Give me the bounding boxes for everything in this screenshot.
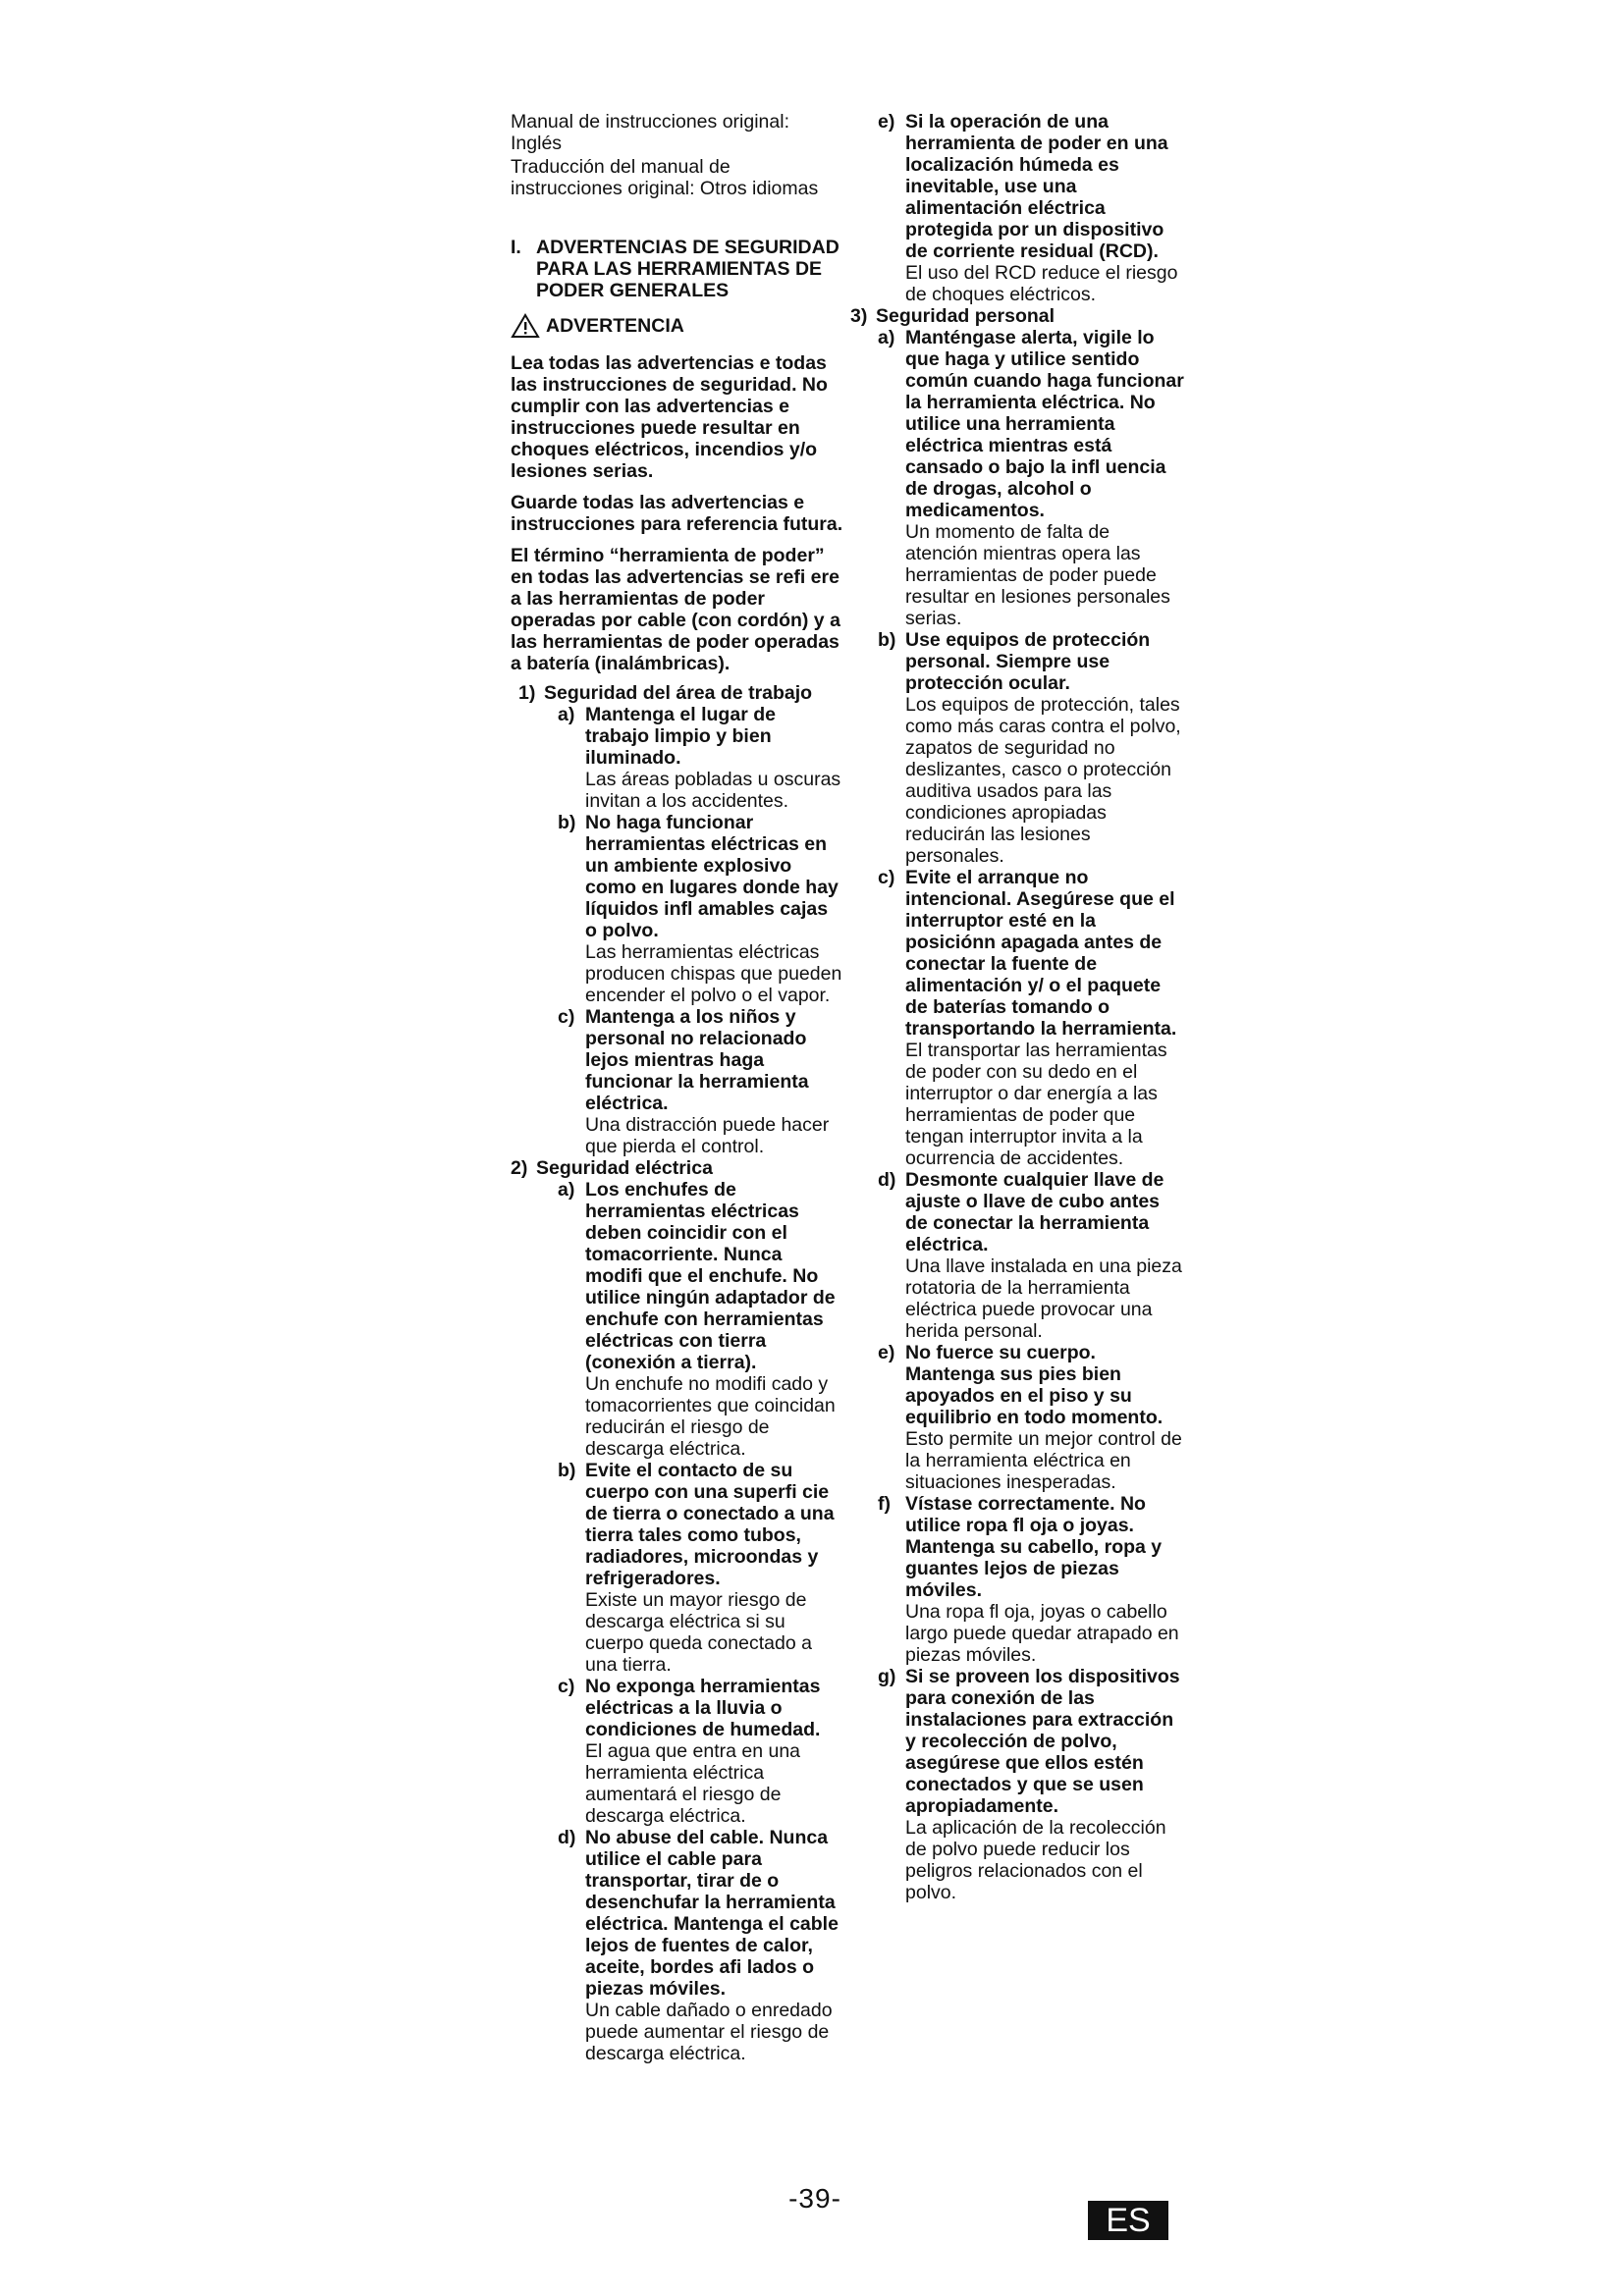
item-instruction: Si se proveen los dispositivos para conexión de las instalaciones para extracción y recolección de polvo, asegúrese que ellos estén conectados y que se usen apropiadamente. [905,1666,1180,1817]
item-instruction: Los enchufes de herramientas eléctricas deben coincidir con el tomacorriente. Nunca modifi que el enchufe. No utilice ningún adaptador de enchufe con herramientas eléctricas con tierra (conexión a tierra). [585,1179,836,1373]
item-instruction: Mantenga a los niños y personal no relacionado lejos mientras haga funcionar la herramienta eléctrica. [585,1006,809,1114]
item-explanation: Las herramientas eléctricas producen chispas que pueden encender el polvo o el vapor. [585,941,842,1006]
item-label: d) [878,1169,896,1191]
item-explanation: Los equipos de protección, tales como más caras contra el polvo, zapatos de seguridad no deslizantes, casco o protección auditiva usados para las condiciones apropiadas reducirán las lesiones personales. [905,694,1181,867]
item-instruction: Evite el contacto de su cuerpo con una superfi cie de tierra o conectado a una tierra tales como tubos, radiadores, microondas y refrigeradores. [585,1460,835,1589]
list-item [858,1342,1184,1493]
item-label: a) [558,1179,575,1201]
item-instruction: Evite el arranque no intencional. Asegúrese que el interruptor esté en la posiciónn apagada antes de conectar la fuente de alimentación y/ o el paquete de baterías tomando o transportando la herramienta. [905,867,1177,1040]
item-explanation: La aplicación de la recolección de polvo puede reducir los peligros relacionados con el polvo. [905,1817,1166,1903]
list-item [858,1666,1184,1903]
list-item [858,327,1184,629]
item-instruction: No exponga herramientas eléctricas a la lluvia o condiciones de humedad. [585,1676,821,1740]
list-item [538,1460,844,1676]
list-item [538,1179,844,1460]
item-explanation: Una distracción puede hacer que pierda el control. [585,1114,830,1157]
item-explanation: Las áreas pobladas u oscuras invitan a los accidentes. [585,769,841,812]
subsection-heading-personal [850,305,1184,327]
item-label: b) [878,629,896,651]
list-item [858,1169,1184,1342]
list-item [538,812,844,1006]
item-label: b) [558,1460,576,1481]
subsection-heading-work-area [518,682,844,704]
list-item [538,704,844,812]
item-label: c) [878,867,895,888]
item-instruction: Si la operación de una herramienta de poder en una localización húmeda es inevitable, use una alimentación eléctrica protegida por un dispositivo de corriente residual (RCD). [905,111,1168,262]
item-instruction: No fuerce su cuerpo. Mantenga sus pies bien apoyados en el piso y su equilibrio en todo momento. [905,1342,1164,1428]
item-label: c) [558,1676,575,1697]
list-item [858,629,1184,867]
item-instruction: Manténgase alerta, vigile lo que haga y utilice sentido común cuando haga funcionar la herramienta eléctrica. No utilice una herramienta eléctrica mientras está cansado o bajo la infl uencia de drogas, alcohol o medicamentos. [905,327,1184,521]
language-badge: ES [1088,2201,1168,2240]
subsection-number: 1) [518,682,536,704]
original-manual-note: Manual de instrucciones original: Inglés [511,111,789,154]
warning-triangle-icon [511,313,540,339]
subsection-heading-electrical [511,1157,844,1179]
page-number: -39- [788,2183,841,2214]
right-column [850,111,1184,1903]
item-explanation: El transportar las herramientas de poder con su dedo en el interruptor o dar energía a las herramientas de poder que tengan interruptor invita a la ocurrencia de accidentes. [905,1040,1167,1169]
translation-note: Traducción del manual de instrucciones original: Otros idiomas [511,156,819,199]
item-explanation: Un cable dañado o enredado puede aumentar el riesgo de descarga eléctrica. [585,2000,833,2064]
left-column [511,111,844,2064]
item-explanation: Un momento de falta de atención mientras opera las herramientas de poder puede resultar en lesiones personales serias. [905,521,1170,629]
item-label: f) [878,1493,891,1515]
section-title-text: ADVERTENCIAS DE SEGURIDAD PARA LAS HERRAMIENTAS DE PODER GENERALES [536,237,839,301]
item-instruction: Mantenga el lugar de trabajo limpio y bien iluminado. [585,704,776,769]
item-label: d) [558,1827,576,1848]
item-instruction: No haga funcionar herramientas eléctricas en un ambiente explosivo como en lugares donde hay líquidos infl amables cajas o polvo. [585,812,839,941]
item-explanation: Esto permite un mejor control de la herramienta eléctrica en situaciones inesperadas. [905,1428,1182,1493]
list-item [538,1827,844,2064]
item-label: a) [558,704,575,725]
intro-paragraph-1: Lea todas las advertencias e todas las instrucciones de seguridad. No cumplir con las advertencias e instrucciones puede resultar en choques eléctricos, incendios y/o lesiones serias. [511,352,828,482]
section-number: I. [511,237,521,258]
subsection-number: 3) [850,305,868,327]
item-explanation: Existe un mayor riesgo de descarga eléctrica si su cuerpo queda conectado a una tierra. [585,1589,812,1676]
list-item [538,1006,844,1157]
item-instruction: No abuse del cable. Nunca utilice el cable para transportar, tirar de o desenchufar la herramienta eléctrica. Mantenga el cable lejos de fuentes de calor, aceite, bordes afi lados o piezas móviles. [585,1827,839,2000]
subsection-title: Seguridad personal [876,305,1056,327]
item-explanation: Una llave instalada en una pieza rotatoria de la herramienta eléctrica puede provocar una herida personal. [905,1255,1182,1342]
item-explanation: El uso del RCD reduce el riesgo de choques eléctricos. [905,262,1178,305]
item-explanation: Una ropa fl oja, joyas o cabello largo puede quedar atrapado en piezas móviles. [905,1601,1179,1666]
item-instruction: Desmonte cualquier llave de ajuste o llave de cubo antes de conectar la herramienta eléctrica. [905,1169,1164,1255]
list-item [538,1676,844,1827]
item-explanation: Un enchufe no modifi cado y tomacorrientes que coincidan reducirán el riesgo de descarga eléctrica. [585,1373,836,1460]
item-instruction: Use equipos de protección personal. Siempre use protección ocular. [905,629,1151,694]
intro-paragraph-2: Guarde todas las advertencias e instrucciones para referencia futura. [511,492,843,535]
subsection-number: 2) [511,1157,528,1179]
subsection-title: Seguridad eléctrica [536,1157,713,1179]
item-label: g) [878,1666,896,1687]
item-label: e) [878,111,895,133]
section-title [511,237,844,301]
subsection-title: Seguridad del área de trabajo [544,682,813,704]
list-item [858,1493,1184,1666]
warning-label: ADVERTENCIA [546,315,684,337]
item-instruction: Vístase correctamente. No utilice ropa fl oja o joyas. Mantenga su cabello, ropa y guantes lejos de piezas móviles. [905,1493,1163,1601]
item-label: e) [878,1342,895,1363]
item-label: a) [878,327,895,348]
intro-paragraph-3: El término “herramienta de poder” en todas las advertencias se refi ere a las herramientas de poder operadas por cable (con cordón) y a las herramientas de poder operadas a batería (inalámbricas). [511,545,840,674]
warning-heading [511,313,844,339]
list-item [858,867,1184,1169]
item-explanation: El agua que entra en una herramienta eléctrica aumentará el riesgo de descarga eléctrica. [585,1740,801,1827]
list-item [858,111,1184,305]
item-label: b) [558,812,576,833]
item-label: c) [558,1006,575,1028]
